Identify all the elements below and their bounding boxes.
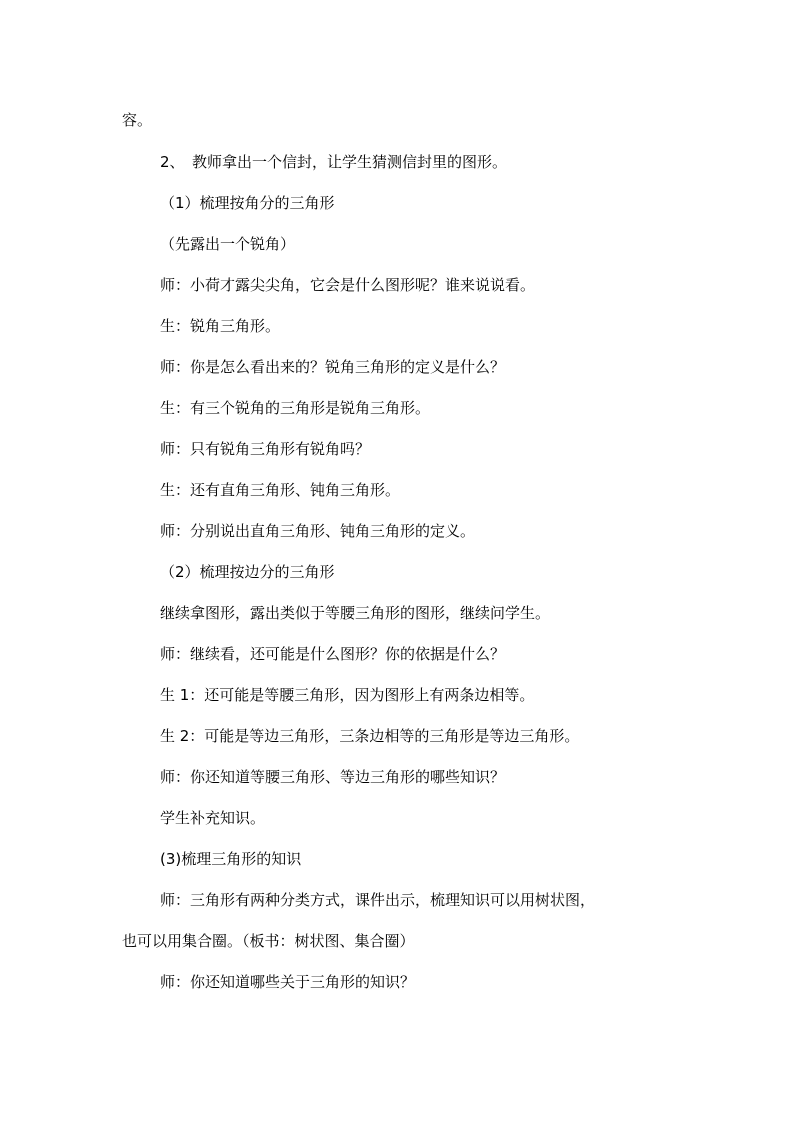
text-line-5: 师：小荷才露尖尖角，它会是什么图形呢？谁来说说看。 [160, 276, 536, 294]
text-line-10: 生：还有直角三角形、钝角三角形。 [160, 481, 401, 499]
text-line-20: 师：三角形有两种分类方式，课件出示，梳理知识可以用树状图， [160, 891, 596, 909]
text-line-1: 容。 [122, 111, 153, 129]
text-line-18: 学生补充知识。 [160, 809, 266, 827]
text-line-7: 师：你是怎么看出来的？锐角三角形的定义是什么？ [160, 358, 506, 376]
text-line-4: （先露出一个锐角） [160, 235, 296, 253]
text-line-22: 师：你还知道哪些关于三角形的知识？ [160, 973, 416, 991]
text-line-12: （2）梳理按边分的三角形 [160, 563, 335, 581]
text-line-9: 师：只有锐角三角形有锐角吗？ [160, 440, 371, 458]
text-line-8: 生：有三个锐角的三角形是锐角三角形。 [160, 399, 431, 417]
text-line-21: 也可以用集合圈。（板书：树状图、集合圈） [122, 932, 415, 950]
text-line-6: 生：锐角三角形。 [160, 317, 281, 335]
text-line-2: 2、 教师拿出一个信封，让学生猜测信封里的图形。 [160, 153, 508, 171]
text-line-13: 继续拿图形，露出类似于等腰三角形的图形，继续问学生。 [160, 604, 551, 622]
text-line-11: 师：分别说出直角三角形、钝角三角形的定义。 [160, 522, 476, 540]
text-line-19: (3)梳理三角形的知识 [160, 850, 302, 868]
text-line-17: 师：你还知道等腰三角形、等边三角形的哪些知识？ [160, 768, 506, 786]
text-line-3: （1）梳理按角分的三角形 [160, 194, 335, 212]
text-line-16: 生 2：可能是等边三角形，三条边相等的三角形是等边三角形。 [160, 727, 580, 745]
text-line-14: 师：继续看，还可能是什么图形？你的依据是什么？ [160, 645, 506, 663]
text-line-15: 生 1：还可能是等腰三角形，因为图形上有两条边相等。 [160, 686, 535, 704]
